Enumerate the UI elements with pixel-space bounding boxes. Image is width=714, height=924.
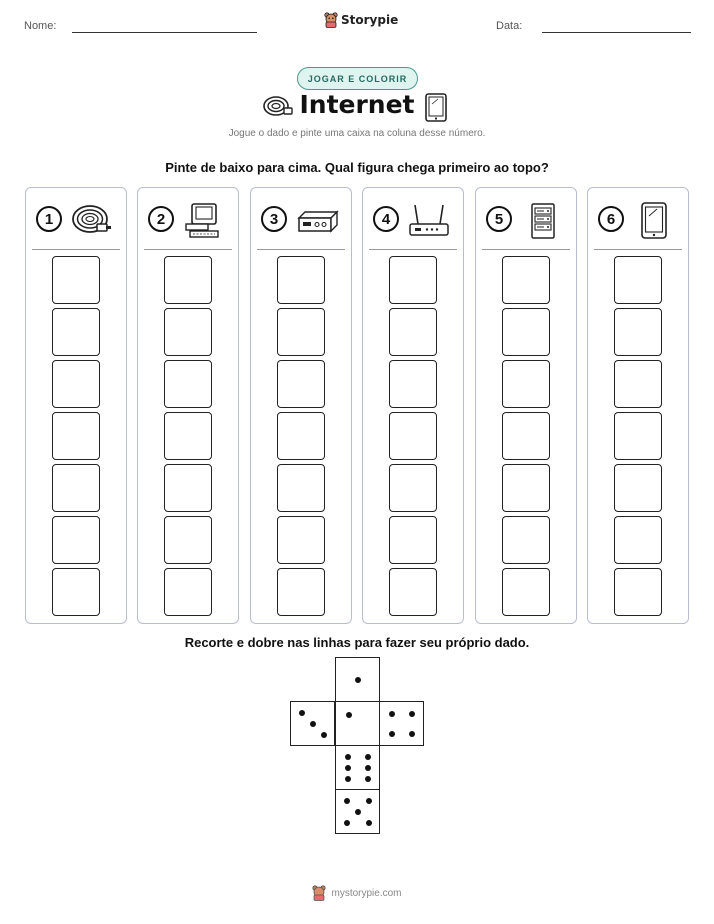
column-number: 1 [36, 206, 62, 232]
color-box[interactable] [502, 516, 550, 564]
die-face-4 [379, 701, 424, 746]
color-box[interactable] [164, 412, 212, 460]
color-box[interactable] [614, 464, 662, 512]
color-box[interactable] [277, 516, 325, 564]
color-box[interactable] [389, 308, 437, 356]
color-box[interactable] [502, 256, 550, 304]
column-divider [594, 249, 682, 250]
color-box[interactable] [389, 464, 437, 512]
color-box[interactable] [502, 360, 550, 408]
color-box[interactable] [614, 360, 662, 408]
server-icon [520, 202, 564, 240]
page-title: Internet [299, 90, 415, 119]
die-pip [409, 711, 415, 717]
color-box[interactable] [277, 360, 325, 408]
die-pip [344, 820, 350, 826]
color-box[interactable] [52, 412, 100, 460]
color-box[interactable] [164, 308, 212, 356]
die-pip [321, 732, 327, 738]
die-face-1 [335, 701, 380, 746]
tablet-icon [632, 202, 676, 240]
activity-badge: JOGAR E COLORIR [297, 67, 418, 90]
date-line[interactable] [542, 32, 691, 33]
brand-name: Storypie [341, 13, 399, 27]
color-box[interactable] [614, 516, 662, 564]
die-pip [366, 820, 372, 826]
die-pip [345, 754, 351, 760]
color-box[interactable] [389, 256, 437, 304]
color-box[interactable] [277, 308, 325, 356]
die-pip [389, 711, 395, 717]
column-header [373, 202, 457, 242]
die-face-3 [290, 701, 335, 746]
color-box[interactable] [389, 360, 437, 408]
column-3 [250, 187, 352, 624]
column-number: 4 [373, 206, 399, 232]
cut-instruction: Recorte e dobre nas linhas para fazer seu próprio dado. [184, 635, 530, 650]
subtitle: Jogue o dado e pinte uma caixa na coluna desse número. [228, 128, 486, 139]
name-label: Nome: [24, 20, 57, 32]
color-box[interactable] [389, 516, 437, 564]
die-pip [365, 776, 371, 782]
cable-icon [70, 202, 114, 240]
column-divider [32, 249, 120, 250]
column-number: 6 [598, 206, 624, 232]
die-pip [346, 712, 352, 718]
color-box[interactable] [614, 412, 662, 460]
die-pip [365, 754, 371, 760]
color-box[interactable] [502, 568, 550, 616]
color-box[interactable] [277, 256, 325, 304]
color-box[interactable] [52, 516, 100, 564]
column-4 [362, 187, 464, 624]
column-header [598, 202, 682, 242]
color-box[interactable] [277, 568, 325, 616]
color-box[interactable] [389, 568, 437, 616]
game-columns [25, 187, 690, 624]
column-2 [137, 187, 239, 624]
color-box[interactable] [164, 516, 212, 564]
column-divider [482, 249, 570, 250]
footer-url[interactable]: mystorypie.com [331, 887, 402, 899]
bear-icon [312, 885, 326, 901]
die-pip [345, 765, 351, 771]
column-number: 5 [486, 206, 512, 232]
die-pip [310, 721, 316, 727]
die-pip [299, 710, 305, 716]
color-box[interactable] [614, 568, 662, 616]
column-divider [257, 249, 345, 250]
die-pip [345, 776, 351, 782]
column-header [486, 202, 570, 242]
die-face-6 [335, 745, 380, 790]
color-box[interactable] [52, 464, 100, 512]
router-icon [407, 202, 451, 240]
die-pip [366, 798, 372, 804]
color-box[interactable] [277, 412, 325, 460]
storypie-logo [324, 12, 398, 28]
color-box[interactable] [277, 464, 325, 512]
color-box[interactable] [614, 256, 662, 304]
column-number: 2 [148, 206, 174, 232]
column-divider [369, 249, 457, 250]
color-box[interactable] [52, 308, 100, 356]
game-instruction: Pinte de baixo para cima. Qual figura chega primeiro ao topo? [165, 160, 549, 175]
color-box[interactable] [164, 360, 212, 408]
color-box[interactable] [52, 360, 100, 408]
color-box[interactable] [164, 464, 212, 512]
name-line[interactable] [72, 32, 257, 33]
color-box[interactable] [502, 464, 550, 512]
column-header [148, 202, 232, 242]
color-box[interactable] [164, 256, 212, 304]
color-box[interactable] [52, 568, 100, 616]
column-divider [144, 249, 232, 250]
color-box[interactable] [389, 412, 437, 460]
die-pip [355, 809, 361, 815]
die-face-5 [335, 789, 380, 834]
die-pip [355, 677, 361, 683]
column-6 [587, 187, 689, 624]
color-box[interactable] [164, 568, 212, 616]
column-number: 3 [261, 206, 287, 232]
column-1 [25, 187, 127, 624]
column-header [36, 202, 120, 242]
color-box[interactable] [502, 308, 550, 356]
die-pip [409, 731, 415, 737]
color-box[interactable] [502, 412, 550, 460]
computer-icon [182, 202, 226, 240]
tablet-icon [424, 93, 448, 123]
column-header [261, 202, 345, 242]
die-face-1 [335, 657, 380, 702]
die-pip [389, 731, 395, 737]
modem-icon [295, 202, 339, 240]
die-pip [365, 765, 371, 771]
die-pip [344, 798, 350, 804]
bear-icon [324, 12, 338, 28]
color-box[interactable] [614, 308, 662, 356]
footer [0, 885, 714, 901]
column-5 [475, 187, 577, 624]
date-label: Data: [496, 20, 523, 32]
color-box[interactable] [52, 256, 100, 304]
